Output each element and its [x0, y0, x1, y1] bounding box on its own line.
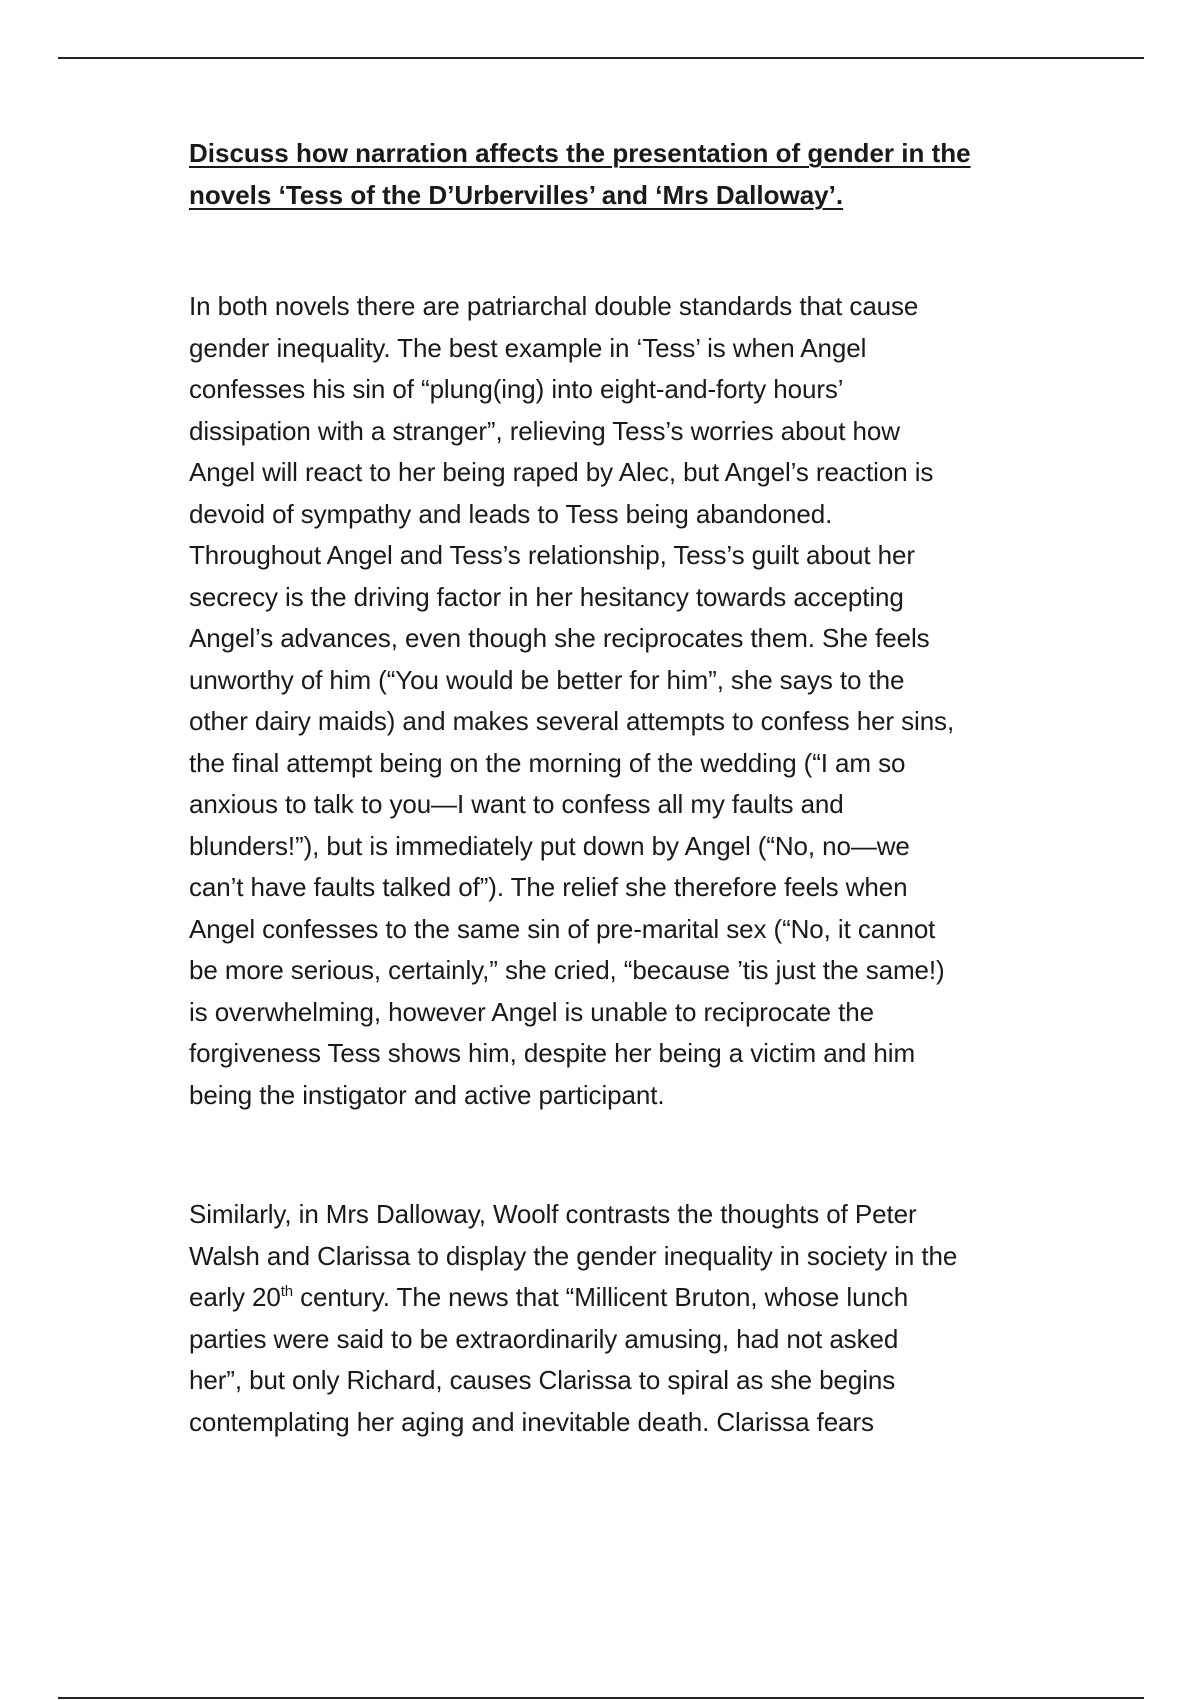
top-rule — [58, 57, 1144, 59]
text-line: contemplating her aging and inevitable death. Clarissa fears — [189, 1406, 874, 1437]
text-line: be more serious, certainly,” she cried, “because ’tis just the same!) — [189, 955, 945, 985]
text-line: Walsh and Clarissa to display the gender inequality in society in the — [189, 1240, 958, 1271]
text-line: unworthy of him (“You would be better for him”, she says to the — [189, 664, 905, 695]
text-line: other dairy maids) and makes several attempts to confess her sins, — [189, 706, 955, 736]
text-line-century — [189, 1277, 1069, 1319]
text-line: Similarly, in Mrs Dalloway, Woolf contrasts the thoughts of Peter — [189, 1199, 917, 1229]
text-line: anxious to talk to you—I want to confess all my faults and — [189, 789, 844, 819]
text-line: can’t have faults talked of”). The relief she therefore feels when — [189, 872, 908, 902]
text-line: confesses his sin of “plung(ing) into eight-and-forty hours’ — [189, 374, 844, 404]
text-fragment: early 20 — [189, 1282, 281, 1312]
essay-title — [189, 132, 1069, 216]
paragraph-tess — [189, 286, 1069, 1116]
text-line: Throughout Angel and Tess’s relationship, Tess’s guilt about her — [189, 540, 915, 570]
bottom-rule — [58, 1697, 1144, 1699]
text-fragment: century. The news that “Millicent Bruton, whose lunch — [293, 1282, 909, 1312]
title-line: novels ‘Tess of the D’Urbervilles’ and ‘Mrs Dalloway’. — [189, 180, 844, 210]
text-line: gender inequality. The best example in ‘Tess’ is when Angel — [189, 332, 867, 363]
text-line: parties were said to be extraordinarily amusing, had not asked — [189, 1323, 899, 1354]
title-line: Discuss how narration affects the presentation of gender in the — [189, 138, 971, 168]
paragraph-dalloway — [189, 1194, 1069, 1443]
text-line: forgiveness Tess shows him, despite her being a victim and him — [189, 1038, 916, 1068]
text-line: devoid of sympathy and leads to Tess being abandoned. — [189, 498, 833, 529]
text-line: secrecy is the driving factor in her hesitancy towards accepting — [189, 581, 904, 612]
text-line: is overwhelming, however Angel is unable to reciprocate the — [189, 996, 874, 1027]
text-line: Angel’s advances, even though she reciprocates them. She feels — [189, 623, 930, 653]
ordinal-superscript: th — [280, 1283, 294, 1300]
document-page — [189, 132, 1069, 1443]
text-line: dissipation with a stranger”, relieving Tess’s worries about how — [189, 415, 900, 446]
text-line: Angel confesses to the same sin of pre-marital sex (“No, it cannot — [189, 913, 936, 944]
text-line: her”, but only Richard, causes Clarissa to spiral as she begins — [189, 1365, 896, 1395]
text-line: blunders!”), but is immediately put down by Angel (“No, no—we — [189, 830, 910, 861]
text-line: the final attempt being on the morning of the wedding (“I am so — [189, 747, 906, 778]
text-line: Angel will react to her being raped by Alec, but Angel’s reaction is — [189, 457, 934, 487]
text-line: being the instigator and active participant. — [189, 1079, 665, 1110]
text-line: In both novels there are patriarchal double standards that cause — [189, 291, 919, 321]
